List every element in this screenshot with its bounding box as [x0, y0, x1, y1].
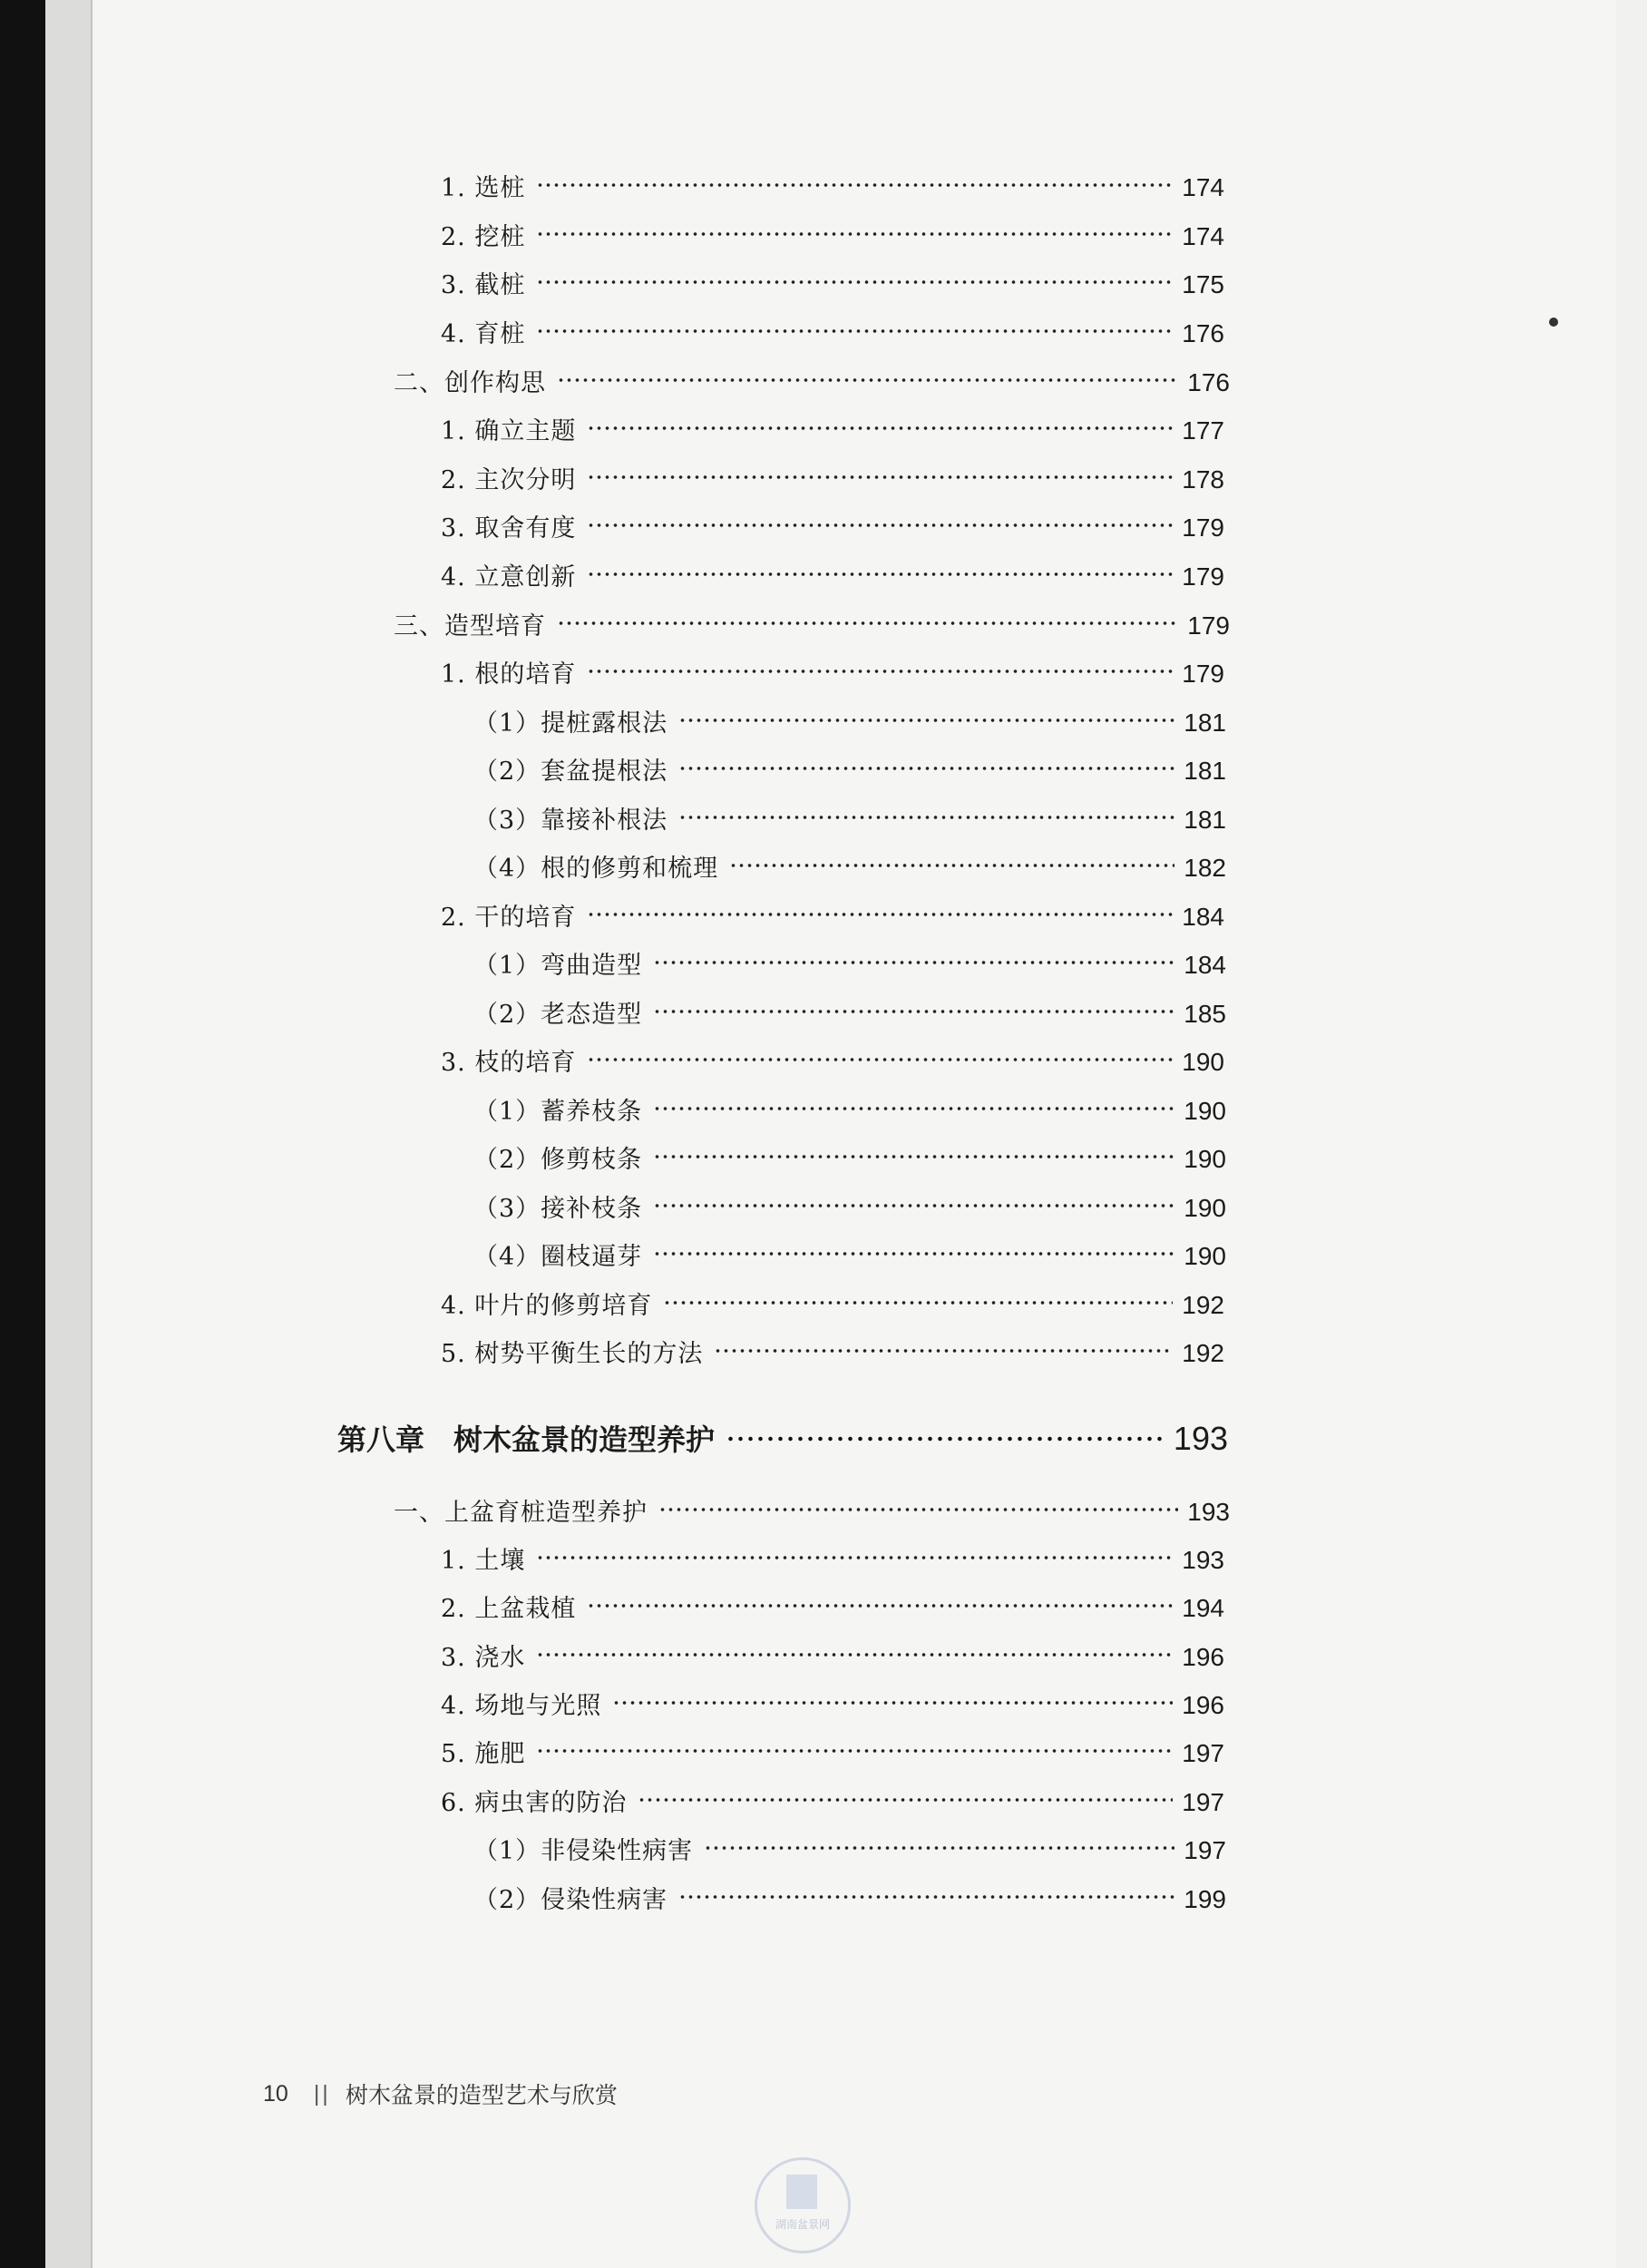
book-page [93, 0, 1616, 2268]
toc-entry-page: 199 [1184, 1885, 1226, 1913]
toc-entry-page: 181 [1184, 806, 1226, 834]
dot-leader [678, 1888, 1174, 1906]
toc-entry-label: 5. 树势平衡生长的方法 [441, 1340, 704, 1368]
dot-leader [653, 1197, 1174, 1215]
toc-entry[interactable] [441, 1734, 1224, 1783]
toc-entry-label: 4. 育桩 [441, 320, 526, 348]
toc-entry-label: 1. 选桩 [441, 174, 526, 202]
toc-entry-label: 5. 施肥 [441, 1740, 526, 1768]
dot-leader [678, 759, 1174, 777]
toc-entry-page: 193 [1182, 1546, 1224, 1574]
watermark-seal [755, 2157, 851, 2253]
dot-leader [536, 322, 1173, 340]
toc-entry[interactable] [473, 945, 1226, 994]
dot-leader [536, 1549, 1173, 1567]
toc-entry[interactable] [441, 1637, 1224, 1686]
toc-entry[interactable] [394, 606, 1230, 655]
toc-entry[interactable] [473, 1091, 1226, 1140]
dot-leader [714, 1342, 1173, 1360]
toc-entry[interactable] [441, 314, 1224, 363]
toc-entry[interactable] [441, 411, 1224, 460]
toc-entry[interactable] [473, 1188, 1226, 1237]
dot-leader [658, 1501, 1178, 1519]
dot-leader [587, 419, 1173, 437]
book-page-edge [45, 0, 93, 2268]
toc-entry-page: 192 [1182, 1339, 1224, 1367]
toc-entry-label: （1）蓄养枝条 [473, 1098, 643, 1126]
toc-entry-page: 193 [1187, 1498, 1230, 1526]
toc-entry[interactable] [441, 557, 1224, 606]
toc-entry-page: 175 [1182, 270, 1224, 298]
toc-entry-page: 190 [1182, 1048, 1224, 1076]
toc-entry[interactable] [473, 800, 1226, 849]
toc-entry[interactable] [473, 848, 1226, 897]
toc-entry-label: 三、造型培育 [394, 612, 546, 640]
toc-entry-page: 184 [1184, 951, 1226, 979]
toc-entry-label: 2. 主次分明 [441, 466, 577, 494]
toc-entry-label: （2）套盆提根法 [473, 758, 668, 786]
dot-leader [587, 468, 1173, 486]
toc-entry-page: 174 [1182, 173, 1224, 201]
toc-entry-label: 3. 枝的培育 [441, 1049, 577, 1077]
dot-leader [638, 1791, 1173, 1809]
footer-book-title: 树木盆景的造型艺术与欣赏 [345, 2083, 618, 2108]
toc-entry-page: 181 [1184, 709, 1226, 737]
toc-entry-page: 179 [1182, 562, 1224, 591]
dot-leader [729, 856, 1174, 875]
toc-entry-label: 4. 叶片的修剪培育 [441, 1292, 653, 1320]
dot-leader [612, 1694, 1173, 1712]
toc-entry-page: 174 [1182, 222, 1224, 250]
toc-entry-label: 2. 挖桩 [441, 223, 526, 251]
dot-leader [557, 371, 1178, 389]
book-spine-shadow [0, 0, 45, 2268]
toc-entry-page: 176 [1187, 368, 1230, 396]
watermark-text: 湖南盆景网 [775, 2218, 830, 2231]
dot-leader [587, 905, 1173, 924]
toc-entry-label: （1）非侵染性病害 [473, 1837, 694, 1865]
toc-entry-page: 196 [1182, 1643, 1224, 1671]
toc-entry[interactable] [473, 1831, 1226, 1880]
dot-leader [536, 176, 1173, 194]
toc-chapter-entry[interactable] [337, 1417, 1228, 1466]
dot-leader [536, 225, 1173, 243]
toc-entry[interactable] [473, 751, 1226, 800]
toc-entry[interactable] [441, 1042, 1224, 1091]
dot-leader [663, 1294, 1173, 1312]
toc-entry-page: 185 [1184, 1000, 1226, 1028]
toc-entry-label: 4. 场地与光照 [441, 1692, 602, 1720]
toc-entry[interactable] [441, 1540, 1224, 1589]
dot-leader [678, 808, 1174, 826]
toc-entry-label: 6. 病虫害的防治 [441, 1789, 628, 1817]
toc-entry-label: 3. 取舍有度 [441, 514, 577, 543]
toc-entry[interactable] [473, 703, 1226, 752]
dot-leader [536, 1646, 1173, 1664]
dot-leader [653, 953, 1174, 972]
toc-entry-label: 3. 截桩 [441, 271, 526, 299]
toc-entry[interactable] [394, 1492, 1230, 1541]
page-footer [263, 2077, 618, 2110]
toc-entry-page: 182 [1184, 854, 1226, 882]
dot-leader [557, 614, 1178, 632]
dot-leader [536, 1742, 1173, 1760]
toc-entry-label: 2. 上盆栽植 [441, 1595, 577, 1623]
toc-entry-label: （4）根的修剪和梳理 [473, 855, 719, 883]
toc-entry[interactable] [441, 265, 1224, 314]
toc-entry[interactable] [441, 1589, 1224, 1637]
toc-entry[interactable] [441, 1686, 1224, 1735]
toc-entry-page: 197 [1184, 1836, 1226, 1864]
toc-entry-page: 179 [1182, 513, 1224, 542]
footer-separator: || [313, 2080, 331, 2107]
dot-leader [587, 565, 1173, 583]
dot-leader [653, 1245, 1174, 1263]
toc-entry-label: 1. 确立主题 [441, 417, 577, 445]
toc-entry-label: （2）侵染性病害 [473, 1886, 668, 1914]
watermark-logo-icon [786, 2175, 817, 2209]
toc-entry[interactable] [473, 1139, 1226, 1188]
toc-entry-page: 193 [1173, 1420, 1228, 1457]
toc-entry-page: 190 [1184, 1097, 1226, 1125]
toc-entry-label: 1. 根的培育 [441, 660, 577, 689]
toc-entry-page: 194 [1182, 1594, 1224, 1622]
toc-entry[interactable] [473, 994, 1226, 1043]
toc-entry[interactable] [441, 168, 1224, 217]
toc-entry-page: 192 [1182, 1291, 1224, 1319]
toc-entry[interactable] [473, 1880, 1226, 1929]
toc-entry[interactable] [441, 897, 1224, 946]
toc-entry[interactable] [441, 217, 1224, 266]
toc-entry[interactable] [441, 1334, 1224, 1383]
toc-entry[interactable] [441, 1286, 1224, 1334]
toc-entry-label: （3）接补枝条 [473, 1195, 643, 1223]
dot-leader [587, 662, 1173, 680]
toc-entry-label: 2. 干的培育 [441, 904, 577, 932]
toc-entry-label: （4）圈枝逼芽 [473, 1243, 643, 1271]
toc-entry[interactable] [394, 363, 1230, 412]
dot-leader [653, 1002, 1174, 1021]
toc-entry-page: 178 [1182, 465, 1224, 494]
toc-entry-page: 177 [1182, 416, 1224, 445]
dot-leader [587, 516, 1173, 534]
toc-entry-page: 190 [1184, 1145, 1226, 1173]
toc-entry-label: 4. 立意创新 [441, 563, 577, 591]
toc-entry[interactable] [473, 1237, 1226, 1286]
dot-leader [587, 1597, 1173, 1615]
toc-entry-label: （1）弯曲造型 [473, 952, 643, 980]
toc-entry-page: 196 [1182, 1691, 1224, 1719]
toc-entry-label: （2）老态造型 [473, 1001, 643, 1029]
toc-entry-page: 190 [1184, 1194, 1226, 1222]
dot-leader [653, 1148, 1174, 1166]
toc-entry-page: 176 [1182, 319, 1224, 347]
toc-entry-page: 181 [1184, 757, 1226, 785]
toc-entry-page: 179 [1187, 611, 1230, 640]
toc-entry-page: 184 [1182, 903, 1224, 931]
toc-entry-label: （2）修剪枝条 [473, 1146, 643, 1174]
toc-entry-label: （1）提桩露根法 [473, 709, 668, 738]
toc-entry[interactable] [441, 460, 1224, 509]
dot-leader [653, 1100, 1174, 1118]
toc-entry-label: 一、上盆育桩造型养护 [394, 1499, 648, 1527]
dot-leader [678, 711, 1174, 729]
toc-entry-label: （3）靠接补根法 [473, 807, 668, 835]
dot-leader [587, 1051, 1173, 1069]
toc-entry[interactable] [441, 1783, 1224, 1832]
toc-entry-page: 197 [1182, 1788, 1224, 1816]
toc-entry-page: 179 [1182, 660, 1224, 688]
toc-entry-label: 3. 浇水 [441, 1644, 526, 1672]
dot-leader [726, 1430, 1165, 1448]
toc-entry-page: 197 [1182, 1739, 1224, 1767]
footer-page-number: 10 [263, 2080, 288, 2107]
toc-entry-label: 二、创作构思 [394, 369, 546, 397]
toc-entry[interactable] [441, 654, 1224, 703]
toc-entry[interactable] [441, 508, 1224, 557]
toc-entry-label: 1. 土壤 [441, 1547, 526, 1575]
scan-speck [1549, 318, 1558, 327]
dot-leader [704, 1839, 1174, 1857]
toc-entry-label: 第八章 树木盆景的造型养护 [337, 1423, 716, 1456]
toc-entry-page: 190 [1184, 1242, 1226, 1270]
dot-leader [536, 273, 1173, 291]
